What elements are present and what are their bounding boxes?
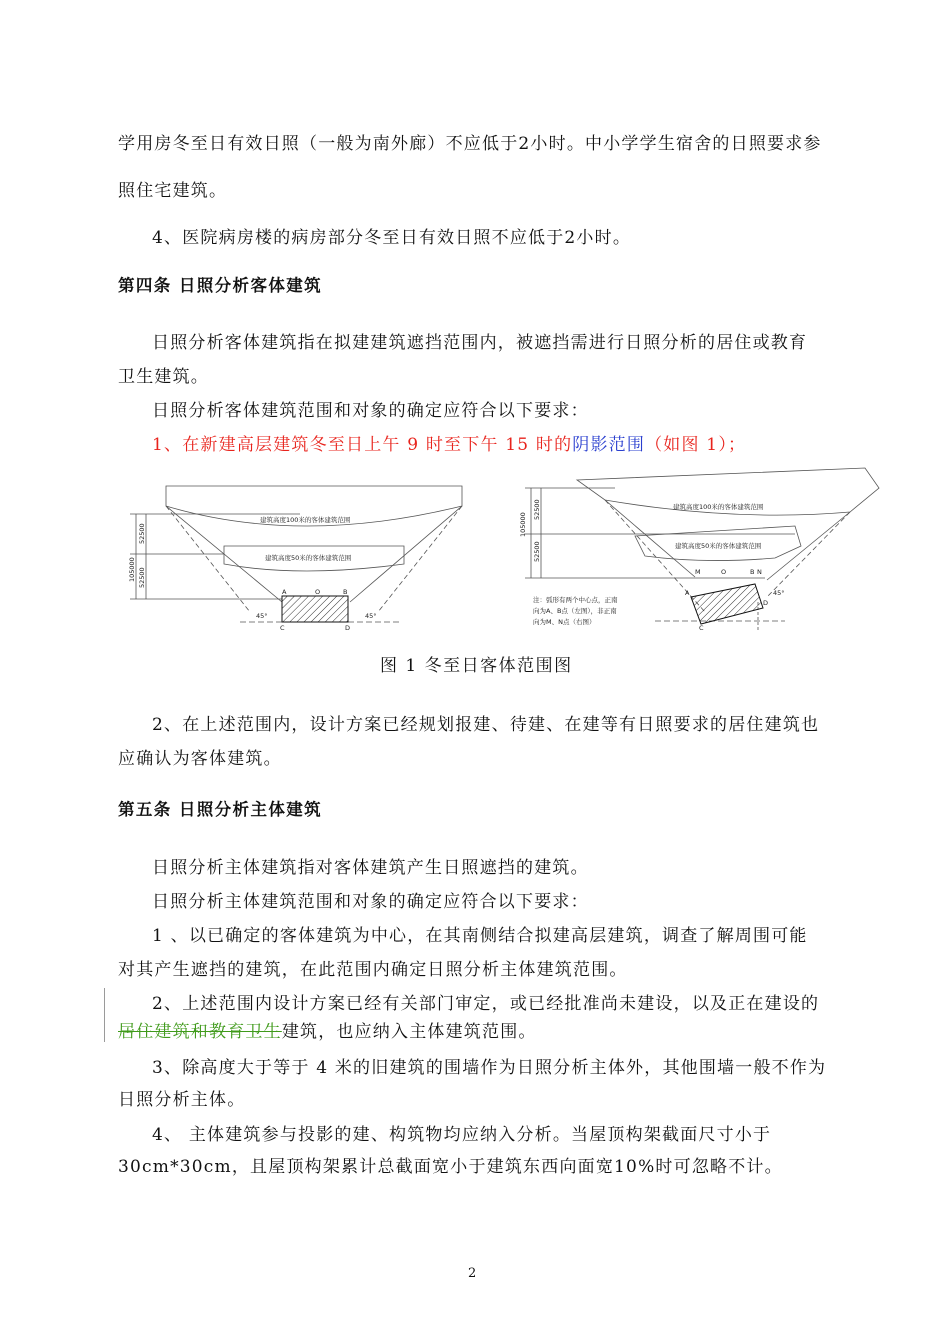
point-label: B bbox=[750, 568, 755, 576]
paragraph-line: 3、除高度大于等于 4 米的旧建筑的围墙作为日照分析主体外，其他围墙一般不作为 bbox=[152, 1058, 827, 1078]
point-label: B bbox=[343, 588, 348, 596]
paragraph-line: 应确认为客体建筑。 bbox=[118, 749, 282, 769]
note-line: 向为A、B点（左图），非正南 bbox=[533, 607, 617, 615]
point-label: N bbox=[757, 568, 762, 576]
deleted-text: 居住建筑和教育卫生 bbox=[118, 1022, 282, 1042]
paragraph-line: 日照分析主体建筑指对客体建筑产生日照遮挡的建筑。 bbox=[152, 858, 589, 878]
figure-caption: 图 1 冬至日客体范围图 bbox=[380, 656, 573, 676]
paragraph-line: 2、上述范围内设计方案已经有关部门审定，或已经批准尚未建设，以及正在建设的 bbox=[152, 994, 820, 1014]
revised-line bbox=[118, 1022, 838, 1042]
paragraph-text: 建筑，也应纳入主体建筑范围。 bbox=[281, 1022, 537, 1042]
dimension-upper: 52500 bbox=[138, 523, 146, 544]
paragraph-line: 2、在上述范围内，设计方案已经规划报建、待建、在建等有日照要求的居住建筑也 bbox=[152, 715, 820, 735]
paragraph-line: 对其产生遮挡的建筑，在此范围内确定日照分析主体建筑范围。 bbox=[118, 960, 628, 980]
red-text: 1、在新建高层建筑冬至日上午 9 时至下午 15 时的 bbox=[152, 435, 573, 455]
paragraph-line: 4、医院病房楼的病房部分冬至日有效日照不应低于2小时。 bbox=[152, 228, 632, 248]
section-heading-article-5: 第五条 日照分析主体建筑 bbox=[118, 800, 323, 819]
paragraph-line: 1 、以已确定的客体建筑为中心，在其南侧结合拟建高层建筑，调查了解周围可能 bbox=[152, 926, 808, 946]
point-label: O bbox=[315, 588, 321, 596]
paragraph-line: 日照分析主体。 bbox=[118, 1090, 246, 1110]
point-label: D bbox=[763, 599, 769, 607]
section-heading-article-4: 第四条 日照分析客体建筑 bbox=[118, 276, 323, 295]
label-50m: 建筑高度50米的客体建筑范围 bbox=[675, 542, 762, 550]
paragraph-line: 卫生建筑。 bbox=[118, 367, 209, 387]
figure-right-diagram bbox=[505, 462, 890, 632]
label-100m: 建筑高度100米的客体建筑范围 bbox=[673, 503, 764, 511]
paragraph-line: 日照分析客体建筑指在拟建建筑遮挡范围内，被遮挡需进行日照分析的居住或教育 bbox=[152, 333, 808, 353]
paragraph-line: 日照分析主体建筑范围和对象的确定应符合以下要求： bbox=[152, 892, 589, 912]
point-label: O bbox=[721, 568, 727, 576]
point-label: A bbox=[282, 588, 287, 596]
paragraph-line: 4、 主体建筑参与投影的建、构筑物均应纳入分析。当屋顶构架截面尺寸小于 bbox=[152, 1125, 772, 1145]
red-text: （如图 1）； bbox=[645, 435, 747, 455]
page-number: 2 bbox=[468, 1266, 477, 1281]
point-label: M bbox=[695, 568, 701, 576]
note-line: 向为M、N点（右图） bbox=[533, 618, 596, 626]
paragraph-line: 日照分析客体建筑范围和对象的确定应符合以下要求： bbox=[152, 401, 589, 421]
dimension-total: 105000 bbox=[128, 557, 136, 582]
angle-label: 45° bbox=[256, 612, 268, 620]
label-50m: 建筑高度50米的客体建筑范围 bbox=[265, 554, 352, 562]
dimension-upper: 52500 bbox=[533, 499, 541, 520]
dimension-lower: 52500 bbox=[138, 567, 146, 588]
figure-left-diagram bbox=[110, 462, 490, 632]
highlighted-requirement bbox=[152, 435, 838, 455]
angle-label: 45° bbox=[365, 612, 377, 620]
revision-change-bar bbox=[104, 988, 105, 1042]
building-footprint bbox=[691, 584, 763, 624]
paragraph-line: 照住宅建筑。 bbox=[118, 181, 228, 201]
paragraph-line: 学用房冬至日有效日照（一般为南外廊）不应低于2小时。中小学学生宿舍的日照要求参 bbox=[118, 134, 822, 154]
point-label: D bbox=[345, 624, 351, 632]
dimension-total: 105000 bbox=[519, 512, 527, 537]
point-label: A bbox=[685, 589, 690, 597]
angle-label: 45° bbox=[773, 589, 785, 597]
building-footprint bbox=[282, 596, 348, 622]
point-label: C bbox=[699, 624, 704, 632]
blue-text: 阴影范围 bbox=[572, 435, 646, 455]
point-label: C bbox=[280, 624, 285, 632]
label-100m: 建筑高度100米的客体建筑范围 bbox=[260, 516, 351, 524]
paragraph-line: 30cm*30cm，且屋顶构架累计总截面宽小于建筑东西向面宽10%时可忽略不计。 bbox=[118, 1157, 783, 1177]
dimension-lower: 52500 bbox=[533, 541, 541, 562]
note-line: 注：弧形有两个中心点，正南 bbox=[533, 596, 618, 604]
shadow-line-right bbox=[350, 506, 462, 602]
